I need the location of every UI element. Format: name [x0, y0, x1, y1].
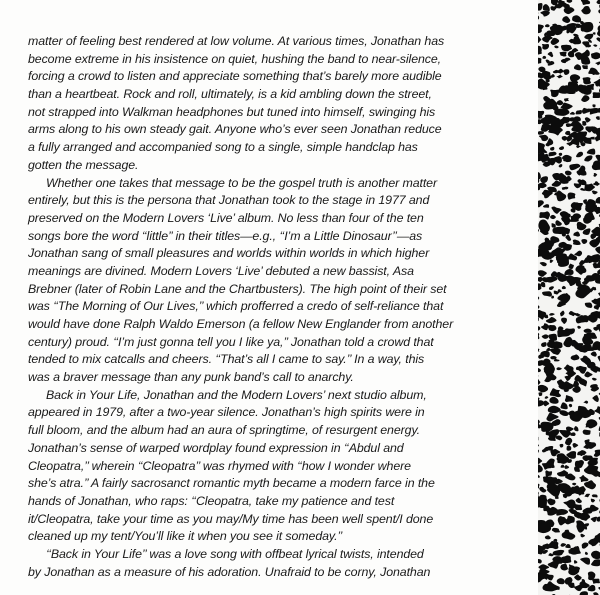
pattern-spot — [558, 516, 568, 525]
pattern-spot — [561, 45, 571, 52]
pattern-spot — [565, 171, 572, 176]
pattern-spot — [538, 305, 539, 309]
pattern-spot — [551, 74, 555, 78]
text-line: not strapped into Walkman headphones but tuned into himself, swinging his — [28, 104, 436, 119]
pattern-spot — [584, 329, 592, 333]
pattern-spot — [584, 464, 598, 474]
pattern-spot — [563, 499, 575, 509]
pattern-spot — [550, 388, 561, 397]
pattern-spot — [584, 34, 593, 40]
pattern-spot — [559, 164, 563, 167]
pattern-spot — [538, 131, 544, 135]
pattern-spot — [559, 153, 562, 156]
pattern-spot — [558, 289, 562, 292]
text-line: Jonathan’s sense of warped wordplay found expression in ‘‘Abdul and — [28, 440, 404, 455]
pattern-spot — [538, 310, 546, 320]
pattern-spot — [538, 559, 542, 563]
pattern-spot — [542, 44, 549, 50]
pattern-spot — [551, 223, 555, 227]
pattern-spot — [582, 121, 586, 126]
pattern-spot — [539, 211, 550, 219]
pattern-spot — [582, 281, 588, 285]
pattern-spot — [548, 406, 561, 413]
pattern-spot — [596, 0, 600, 4]
pattern-spot — [577, 326, 581, 329]
pattern-spot — [593, 181, 600, 186]
pattern-spot — [574, 426, 579, 431]
text-line: meanings are divined. Modern Lovers ‘Live’ debuted a new bassist, Asa — [28, 263, 414, 278]
text-line: forcing a crowd to listen and appreciate something that’s barely more audible — [28, 69, 442, 84]
pattern-spot — [587, 149, 595, 155]
pattern-spot — [581, 0, 590, 5]
pattern-spot — [591, 559, 600, 566]
pattern-spot — [581, 6, 591, 14]
text-line: a fully arranged and accompanied song to a single, simple handclap has — [28, 140, 418, 155]
pattern-spot — [538, 270, 547, 276]
pattern-spot — [583, 77, 591, 84]
pattern-spot — [545, 78, 549, 82]
pattern-spot — [574, 574, 581, 580]
pattern-spot — [559, 52, 566, 57]
pattern-spot — [545, 396, 549, 399]
pattern-spot — [538, 392, 542, 396]
pattern-spot — [565, 544, 570, 548]
pattern-spot — [572, 483, 576, 486]
pattern-spot — [565, 234, 571, 240]
pattern-spot — [596, 37, 600, 42]
pattern-spot — [558, 0, 565, 7]
pattern-spot — [569, 546, 580, 555]
pattern-spot — [576, 152, 583, 157]
pattern-spot — [592, 579, 600, 584]
pattern-spot — [572, 15, 581, 22]
pattern-spot — [592, 104, 595, 107]
pattern-spot — [569, 264, 574, 269]
pattern-spot — [566, 446, 571, 451]
pattern-spot — [564, 465, 569, 469]
pattern-spot — [538, 458, 542, 465]
pattern-spot — [542, 449, 546, 452]
pattern-spot — [538, 15, 539, 19]
pattern-spot — [569, 311, 576, 316]
decorative-pattern-strip — [538, 0, 600, 595]
pattern-spot — [540, 282, 545, 287]
pattern-spot — [554, 108, 569, 115]
pattern-spot — [592, 494, 598, 497]
pattern-spot — [545, 535, 551, 539]
pattern-spot — [555, 435, 562, 440]
text-line: hands of Jonathan, who raps: ‘‘Cleopatra, take my patience and test — [28, 493, 395, 508]
pattern-spot — [556, 190, 566, 201]
pattern-spot — [538, 36, 541, 43]
pattern-spot — [580, 188, 585, 191]
pattern-spot — [564, 98, 569, 102]
pattern-spot — [591, 52, 600, 59]
pattern-spot — [554, 45, 558, 48]
text-line: songs bore the word ‘‘little’’ in their titles—e.g., ‘‘I’m a Little Dinosaur’’—as — [28, 228, 423, 243]
text-line: it/Cleopatra, take your time as you may/My time has been well spent/I done — [28, 511, 434, 526]
pattern-spot — [556, 100, 563, 105]
pattern-spot — [560, 543, 566, 547]
pattern-spot — [538, 385, 548, 392]
pattern-spot — [538, 58, 541, 64]
pattern-spot — [549, 397, 558, 404]
pattern-spot — [560, 444, 564, 448]
pattern-spot — [594, 305, 600, 310]
pattern-spot — [562, 286, 566, 289]
pattern-spot — [568, 582, 575, 588]
pattern-spot — [592, 378, 597, 381]
pattern-spot — [547, 498, 555, 505]
pattern-spot — [542, 190, 553, 199]
pattern-spot — [573, 504, 582, 510]
pattern-spot — [571, 354, 580, 360]
pattern-spot — [567, 0, 573, 3]
pattern-spot — [564, 269, 573, 275]
pattern-spot — [538, 349, 540, 352]
pattern-spot — [543, 4, 550, 11]
text-line: Brebner (later of Robin Lane and the Chartbusters). The high point of their set — [28, 281, 447, 296]
pattern-spot — [570, 112, 575, 115]
text-line: Cleopatra,’’ wherein ‘‘Cleopatra’’ was rhymed with ‘‘how I wonder where — [28, 458, 411, 473]
pattern-spot — [545, 276, 557, 282]
pattern-spot — [591, 517, 598, 522]
pattern-spot — [570, 432, 575, 436]
pattern-spot — [538, 379, 540, 385]
pattern-spot — [541, 342, 547, 347]
pattern-spot — [557, 578, 565, 584]
pattern-spot — [559, 146, 564, 150]
text-line: gotten the message. — [28, 157, 139, 172]
pattern-spot — [561, 402, 568, 409]
pattern-spot — [550, 259, 554, 262]
pattern-spot — [585, 552, 588, 555]
pattern-spot — [538, 332, 539, 339]
text-line: by Jonathan as a measure of his adoration. Unafraid to be corny, Jonathan — [28, 564, 431, 579]
pattern-spot — [569, 404, 572, 407]
pattern-spot — [594, 450, 600, 457]
text-line: cleaned up my tent/You’ll like it when you see it someday.’’ — [28, 529, 343, 544]
pattern-spot — [551, 207, 561, 214]
pattern-spot — [580, 534, 585, 538]
pattern-spot — [592, 395, 598, 402]
pattern-spot — [595, 62, 600, 66]
pattern-spot — [560, 311, 565, 317]
pattern-spot — [564, 187, 568, 190]
pattern-spot — [590, 233, 596, 239]
text-line: she’s atra.’’ A fairly sacrosanct romantic myth became a modern farce in the — [28, 476, 435, 491]
pattern-spot — [581, 239, 587, 244]
pattern-spot — [585, 302, 592, 307]
pattern-spot — [593, 44, 597, 46]
pattern-spot — [538, 473, 540, 478]
text-line: entirely, but this is the persona that Jonathan took to the stage in 1977 and — [28, 193, 430, 208]
pattern-spot — [583, 430, 591, 435]
pattern-spot — [538, 3, 543, 11]
pattern-spot — [560, 555, 571, 563]
pattern-spot — [566, 142, 573, 146]
pattern-spot — [584, 480, 596, 489]
pattern-spot — [552, 528, 560, 533]
text-line: preserved on the Modern Lovers ‘Live’ album. No less than four of the ten — [28, 210, 424, 225]
pattern-spot — [574, 560, 577, 563]
body-text — [28, 33, 528, 581]
pattern-spot — [542, 56, 546, 59]
pattern-spot — [540, 351, 550, 357]
pattern-spot — [581, 95, 589, 102]
pattern-spot — [542, 291, 552, 296]
pattern-spot — [547, 487, 560, 497]
pattern-spot — [538, 498, 547, 508]
leopard-pattern-graphic — [538, 0, 600, 595]
pattern-spot — [538, 228, 539, 232]
pattern-spot — [539, 487, 546, 493]
text-line: arms along to his own steady gait. Anyone who’s ever seen Jonathan reduce — [28, 122, 442, 137]
pattern-spot — [546, 143, 551, 147]
pattern-spot — [538, 448, 539, 457]
pattern-spot — [574, 183, 581, 188]
pattern-spot — [583, 217, 592, 224]
pattern-spot — [561, 465, 565, 468]
text-line: century) proud. ‘‘I’m just gonna tell you I like ya,’’ Jonathan told a crowd that — [28, 334, 434, 349]
text-line: would have done Ralph Waldo Emerson (a fellow New Englander from another — [28, 317, 454, 331]
pattern-spot — [540, 11, 549, 17]
pattern-spot — [565, 438, 572, 446]
text-line: than a heartbeat. Rock and roll, ultimately, is a kid ambling down the street, — [28, 87, 432, 102]
pattern-spot — [575, 313, 581, 317]
pattern-spot — [573, 36, 581, 44]
pattern-spot — [593, 92, 600, 98]
pattern-spot — [551, 38, 560, 45]
pattern-spot — [558, 255, 569, 267]
pattern-spot — [555, 220, 561, 226]
pattern-spot — [552, 227, 565, 234]
pattern-spot — [548, 152, 556, 157]
pattern-spot — [574, 375, 582, 382]
pattern-spot — [551, 296, 554, 299]
pattern-spot — [547, 541, 558, 549]
pattern-spot — [548, 52, 554, 57]
text-line: become extreme in his insistence on quiet, hushing the band to near-silence, — [28, 51, 442, 66]
pattern-spot — [584, 527, 587, 530]
pattern-spot — [562, 532, 576, 540]
pattern-spot — [562, 16, 570, 23]
text-line: Back in Your Life, Jonathan and the Modern Lovers’ next studio album, — [46, 387, 427, 402]
text-line: Jonathan sang of small pleasures and worlds within worlds in which higher — [28, 246, 430, 261]
pattern-spot — [545, 470, 552, 477]
pattern-spot — [548, 560, 560, 568]
pattern-spot — [549, 313, 555, 316]
pattern-spot — [568, 51, 574, 57]
pattern-spot — [540, 176, 548, 183]
pattern-spot — [573, 232, 580, 237]
pattern-spot — [579, 581, 590, 588]
pattern-spot — [582, 344, 594, 352]
pattern-spot — [538, 183, 547, 188]
pattern-spot — [542, 334, 549, 338]
pattern-spot — [567, 192, 575, 199]
pattern-spot — [538, 326, 540, 331]
pattern-spot — [576, 110, 582, 114]
pattern-spot — [557, 74, 563, 78]
pattern-spot — [574, 64, 581, 70]
text-line: matter of feeling best rendered at low volume. At various times, Jonathan has — [28, 34, 445, 48]
text-line: Whether one takes that message to be the gospel truth is another matter — [46, 175, 438, 190]
pattern-spot — [539, 135, 548, 141]
pattern-spot — [584, 184, 595, 192]
pattern-spot — [564, 7, 575, 14]
text-line: was ‘‘The Morning of Our Lives,’’ which profferred a credo of self-reliance that — [28, 299, 444, 314]
pattern-spot — [538, 368, 541, 372]
pattern-spot — [561, 216, 570, 225]
pattern-spot — [589, 239, 600, 248]
pattern-spot — [548, 325, 556, 331]
pattern-spot — [565, 395, 574, 402]
pattern-spot — [574, 251, 582, 257]
pattern-spot — [550, 215, 556, 219]
pattern-spot — [554, 358, 560, 361]
pattern-spot — [546, 348, 551, 351]
pattern-spot — [584, 372, 592, 378]
pattern-spot — [591, 551, 600, 559]
pattern-spot — [576, 520, 584, 527]
pattern-spot — [573, 116, 581, 121]
pattern-spot — [596, 116, 600, 120]
pattern-spot — [565, 58, 570, 62]
pattern-spot — [538, 219, 550, 232]
pattern-spot — [587, 409, 594, 415]
pattern-spot — [538, 295, 539, 302]
pattern-spot — [591, 352, 597, 357]
pattern-spot — [580, 591, 588, 595]
pattern-spot — [585, 494, 591, 497]
pattern-spot — [538, 464, 543, 472]
text-line: full bloom, and the album had an aura of springtime, of resurgent energy. — [28, 423, 420, 438]
pattern-spot — [595, 197, 600, 204]
pattern-spot — [553, 550, 565, 556]
pattern-spot — [584, 155, 592, 161]
pattern-spot — [578, 366, 587, 374]
pattern-spot — [550, 147, 554, 151]
pattern-spot — [579, 513, 590, 521]
text-line: ‘‘Back in Your Life’’ was a love song with offbeat lyrical twists, intended — [46, 546, 424, 561]
pattern-spot — [579, 260, 585, 265]
pattern-spot — [538, 400, 544, 407]
pattern-spot — [576, 498, 582, 503]
pattern-spot — [580, 558, 590, 565]
pattern-spot — [583, 401, 588, 404]
pattern-spot — [569, 164, 580, 170]
pattern-spot — [538, 444, 539, 448]
pattern-spot — [582, 542, 589, 548]
pattern-spot — [549, 286, 554, 290]
pattern-spot — [545, 24, 550, 27]
pattern-spot — [594, 406, 600, 415]
pattern-spot — [540, 262, 547, 266]
pattern-spot — [560, 563, 568, 570]
pattern-spot — [582, 108, 590, 114]
pattern-spot — [572, 443, 578, 448]
text-line: appeared in 1979, after a two-year silence. Jonathan’s high spirits were in — [28, 405, 425, 420]
pattern-spot — [578, 266, 586, 273]
pattern-spot — [576, 145, 581, 148]
pattern-spot — [543, 401, 549, 407]
pattern-spot — [580, 55, 591, 65]
pattern-spot — [543, 204, 549, 208]
pattern-spot — [573, 239, 581, 245]
pattern-spot — [561, 318, 567, 324]
pattern-spot — [563, 69, 569, 75]
pattern-spot — [595, 246, 600, 254]
pattern-spot — [550, 90, 559, 97]
pattern-spot — [593, 173, 597, 177]
pattern-spot — [591, 499, 595, 503]
text-line: was a braver message than any punk band’s call to anarchy. — [28, 370, 354, 385]
pattern-spot — [582, 65, 588, 69]
pattern-spot — [562, 155, 571, 162]
pattern-spot — [565, 275, 577, 286]
text-line: tended to mix catcalls and cheers. ‘‘That’s all I came to say.’’ In a way, this — [28, 352, 425, 367]
pattern-spot — [592, 190, 598, 194]
pattern-spot — [595, 135, 600, 142]
pattern-spot — [559, 410, 568, 416]
pattern-spot — [556, 367, 561, 370]
